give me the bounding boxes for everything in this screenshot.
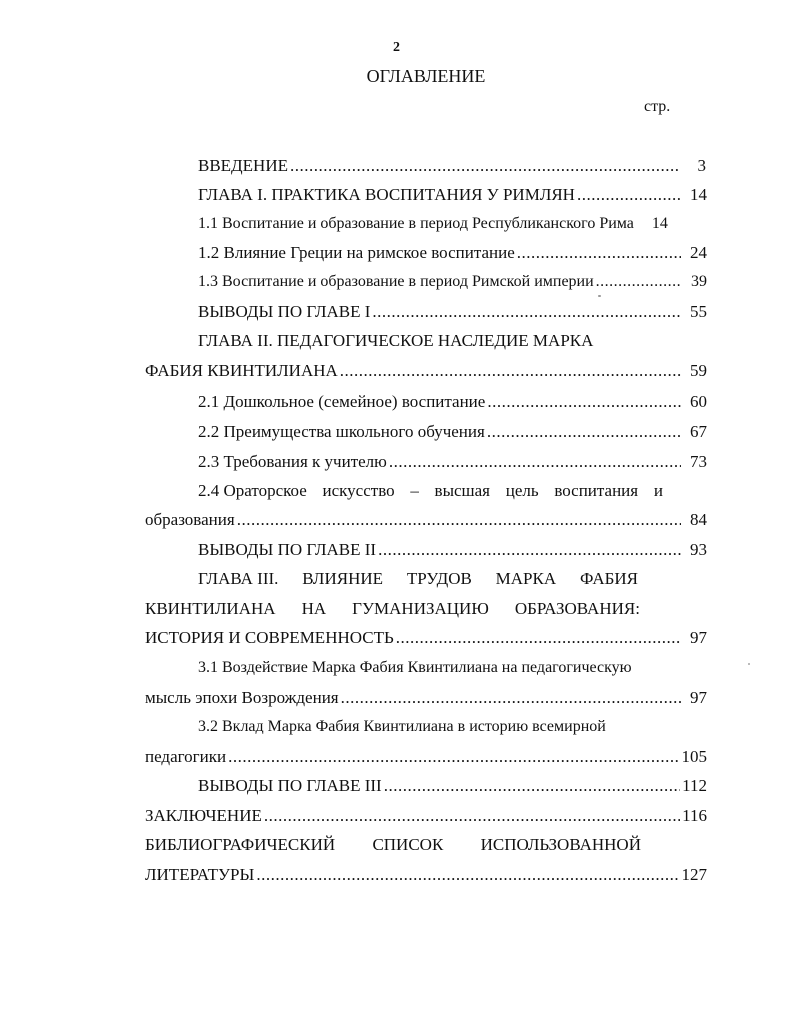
toc-entry-page: 14	[651, 215, 668, 232]
toc-entry-section-3-2[interactable]	[145, 745, 707, 769]
toc-entry-page: 105	[681, 747, 707, 766]
toc-entry-section-2-1[interactable]	[198, 390, 707, 414]
toc-entry-title: ГЛАВА I. ПРАКТИКА ВОСПИТАНИЯ У РИМЛЯН	[198, 185, 575, 204]
toc-entry-chapter-3-line2[interactable]	[145, 597, 640, 621]
dot-leader	[235, 508, 681, 532]
toc-entry-page: 97	[690, 688, 707, 707]
toc-entry-title: ВВЕДЕНИЕ	[198, 156, 288, 175]
dot-leader	[485, 390, 681, 414]
word: высшая	[434, 481, 490, 500]
dot-leader	[515, 241, 681, 265]
toc-entry-title: 2.3 Требования к учителю	[198, 452, 387, 471]
word: ФАБИЯ	[579, 569, 638, 588]
toc-entry-page: 60	[690, 392, 707, 411]
word: и	[653, 481, 663, 500]
toc-entry-section-1-1[interactable]	[198, 212, 707, 236]
toc-entry-page: 127	[681, 865, 707, 884]
dot-leader	[387, 450, 681, 474]
scan-speck	[598, 295, 601, 297]
dot-leader	[338, 359, 681, 383]
toc-entry-section-3-2-line1[interactable]: 3.2 Вклад Марка Фабия Квинтилиана в историю всемирной	[198, 718, 606, 735]
dot-leader	[575, 183, 681, 207]
dot-leader	[394, 626, 681, 650]
toc-entry-title: 1.2 Влияние Греции на римское воспитание	[198, 243, 515, 262]
toc-entry-page: 112	[682, 776, 707, 795]
toc-entry-title: 2.2 Преимущества школьного обучения	[198, 422, 485, 441]
toc-entry-section-3-1-line1[interactable]: 3.1 Воздействие Марка Фабия Квинтилиана на педагогическую	[198, 659, 632, 676]
page-number: 2	[393, 40, 400, 55]
toc-entry-bibliography-line1[interactable]	[145, 833, 641, 857]
toc-entry-page: 73	[690, 452, 707, 471]
word: ТРУДОВ	[406, 569, 472, 588]
toc-entry-page: 84	[690, 510, 707, 529]
toc-entry-page: 39	[691, 273, 707, 290]
toc-entry-page: 93	[690, 540, 707, 559]
word: БИБЛИОГРАФИЧЕСКИЙ	[145, 835, 336, 854]
toc-entry-section-2-4[interactable]	[145, 508, 707, 532]
page-title: ОГЛАВЛЕНИЕ	[366, 66, 486, 86]
word: КВИНТИЛИАНА	[145, 599, 276, 618]
dot-leader	[254, 863, 679, 887]
word: цель	[505, 481, 539, 500]
toc-entry-title: ЗАКЛЮЧЕНИЕ	[145, 806, 262, 825]
toc-entry-title: ВЫВОДЫ ПО ГЛАВЕ II	[198, 540, 377, 559]
dot-leader	[382, 774, 680, 798]
toc-entry-title: 1.3 Воспитание и образование в период Римской империи	[198, 273, 594, 290]
toc-entry-intro[interactable]	[198, 154, 706, 178]
dot-leader	[594, 270, 681, 294]
dot-leader	[485, 420, 681, 444]
toc-entry-section-2-2[interactable]	[198, 420, 707, 444]
word: МАРКА	[495, 569, 557, 588]
word: 2.4 Ораторское	[198, 481, 307, 500]
toc-entry-page: 97	[690, 628, 707, 647]
toc-entry-page: 116	[682, 806, 707, 825]
toc-entry-title: ФАБИЯ КВИНТИЛИАНА	[145, 361, 338, 380]
toc-entry-title: ИСТОРИЯ И СОВРЕМЕННОСТЬ	[145, 628, 394, 647]
dot-leader	[339, 686, 681, 710]
toc-entry-page: 55	[690, 302, 707, 321]
toc-entry-conclusions-2[interactable]	[198, 538, 707, 562]
word: НА	[301, 599, 327, 618]
toc-entry-page: 24	[690, 243, 707, 262]
toc-entry-title: ВЫВОДЫ ПО ГЛАВЕ I	[198, 302, 371, 321]
toc-entry-chapter-1[interactable]	[198, 183, 707, 207]
toc-entry-page: 14	[690, 185, 707, 204]
toc-entry-title: ВЫВОДЫ ПО ГЛАВЕ III	[198, 776, 382, 795]
toc-entry-title: ЛИТЕРАТУРЫ	[145, 865, 255, 884]
toc-entry-title: 1.1 Воспитание и образование в период Республиканского Рима	[198, 215, 634, 232]
word: ИСПОЛЬЗОВАННОЙ	[480, 835, 641, 854]
toc-entry-page: 59	[690, 361, 707, 380]
toc-entry-page: 67	[690, 422, 707, 441]
toc-entry-conclusion[interactable]	[145, 804, 707, 828]
toc-entry-page: 3	[697, 156, 706, 175]
toc-entry-title: 2.1 Дошкольное (семейное) воспитание	[198, 392, 486, 411]
toc-entry-title: мысль эпохи Возрождения	[145, 688, 339, 707]
toc-entry-section-1-3[interactable]	[198, 270, 707, 294]
dot-leader	[288, 154, 680, 178]
toc-entry-chapter-3-line1[interactable]	[198, 567, 638, 591]
toc-entry-section-1-2[interactable]	[198, 241, 707, 265]
dot-leader	[376, 538, 681, 562]
toc-entry-conclusions-1[interactable]	[198, 300, 707, 324]
word: ГЛАВА III.	[198, 569, 279, 588]
word: искусство	[322, 481, 395, 500]
toc-entry-section-2-3[interactable]	[198, 450, 707, 474]
dot-leader	[226, 745, 679, 769]
toc-entry-chapter-3[interactable]	[145, 626, 707, 650]
toc-entry-conclusions-3[interactable]	[198, 774, 707, 798]
toc-entry-chapter-2-line1[interactable]: ГЛАВА II. ПЕДАГОГИЧЕСКОЕ НАСЛЕДИЕ МАРКА	[198, 331, 594, 350]
scan-speck	[748, 663, 750, 665]
toc-entry-title: педагогики	[145, 747, 227, 766]
word: СПИСОК	[372, 835, 444, 854]
page-column-label: стр.	[644, 98, 671, 115]
word: ВЛИЯНИЕ	[302, 569, 384, 588]
toc-entry-section-2-4-line1[interactable]	[198, 479, 663, 503]
toc-entry-bibliography[interactable]	[145, 863, 707, 887]
toc-entry-title: образования	[145, 510, 235, 529]
word: –	[410, 481, 419, 500]
toc-entry-section-3-1[interactable]	[145, 686, 707, 710]
word: воспитания	[554, 481, 639, 500]
toc-entry-chapter-2[interactable]	[145, 359, 707, 383]
word: ОБРАЗОВАНИЯ:	[514, 599, 640, 618]
dot-leader	[262, 804, 680, 828]
word: ГУМАНИЗАЦИЮ	[352, 599, 489, 618]
dot-leader	[370, 300, 681, 324]
